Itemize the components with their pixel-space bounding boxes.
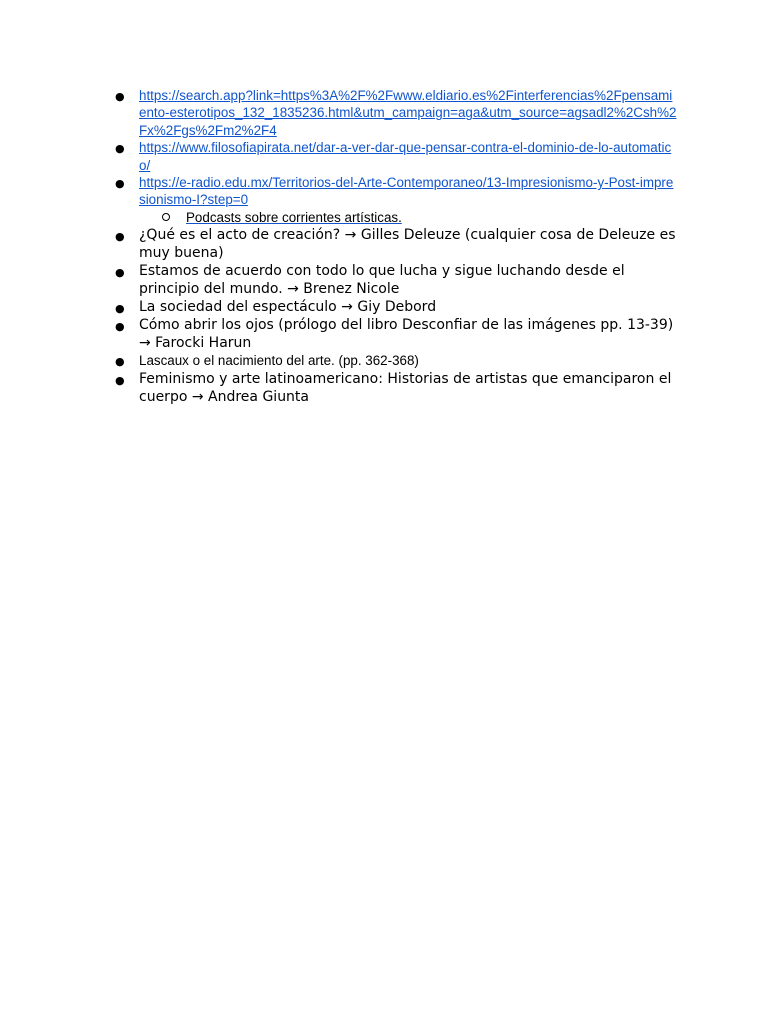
list-item-deleuze: [115, 226, 679, 262]
link-filosofiapirata[interactable]: https://www.filosofiapirata.net/dar-a-ver-dar-que-pensar-contra-el-dominio-de-lo-automatico/: [139, 140, 672, 173]
list-item-text: Lascaux o el nacimiento del arte. (pp. 362-368): [139, 353, 419, 369]
list-item-text: La sociedad del espectáculo → Giy Debord: [139, 299, 437, 316]
bullet-icon: ●: [115, 142, 125, 156]
list-item-link-eradio: [115, 174, 679, 226]
list-item-link-eldiario: [115, 87, 679, 139]
bullet-icon: ●: [115, 373, 125, 387]
sub-list-item-text: Podcasts sobre corrientes artísticas.: [186, 209, 402, 225]
list-item-text: Cómo abrir los ojos (prólogo del libro Desconfiar de las imágenes pp. 13-39) → Farocki Harun: [139, 317, 674, 352]
list-item-link-filosofiapirata: [115, 139, 679, 174]
bullet-icon: ●: [115, 90, 125, 103]
bullet-icon: ●: [115, 177, 125, 191]
hollow-bullet-icon: [162, 213, 170, 221]
link-eradio[interactable]: https://e-radio.edu.mx/Territorios-del-Arte-Contemporaneo/13-Impresionismo-y-Post-impresionismo-I?step=0: [139, 175, 674, 208]
list-item-giunta: [115, 370, 679, 406]
list-item-text: Feminismo y arte latinoamericano: Historias de artistas que emanciparon el cuerpo → Andrea Giunta: [139, 370, 672, 405]
list-item-lascaux: [115, 352, 679, 369]
bullet-icon: ●: [115, 355, 125, 369]
bullet-icon: ●: [115, 302, 125, 316]
sub-list-item: [186, 209, 679, 226]
bullet-icon: ●: [115, 320, 125, 334]
bullet-icon: ●: [115, 266, 125, 280]
sub-list: [186, 209, 679, 226]
bullet-icon: ●: [115, 230, 125, 244]
link-eldiario[interactable]: https://search.app?link=https%3A%2F%2Fwww.eldiario.es%2Finterferencias%2Fpensamiento-esterotipos_132_1835236.html&utm_campaign=aga&utm_source=agsadl2%2Csh%2Fx%2Fgs%2Fm2%2F4: [139, 88, 677, 138]
list-item-debord: [115, 298, 679, 316]
list-item-farocki: [115, 316, 679, 352]
list-item-text: ¿Qué es el acto de creación? → Gilles Deleuze (cualquier cosa de Deleuze es muy buena): [139, 227, 676, 262]
list-item-brenez: [115, 262, 679, 298]
reference-list: [115, 87, 679, 406]
list-item-text: Estamos de acuerdo con todo lo que lucha y sigue luchando desde el principio del mundo. → Brenez Nicole: [139, 263, 625, 298]
